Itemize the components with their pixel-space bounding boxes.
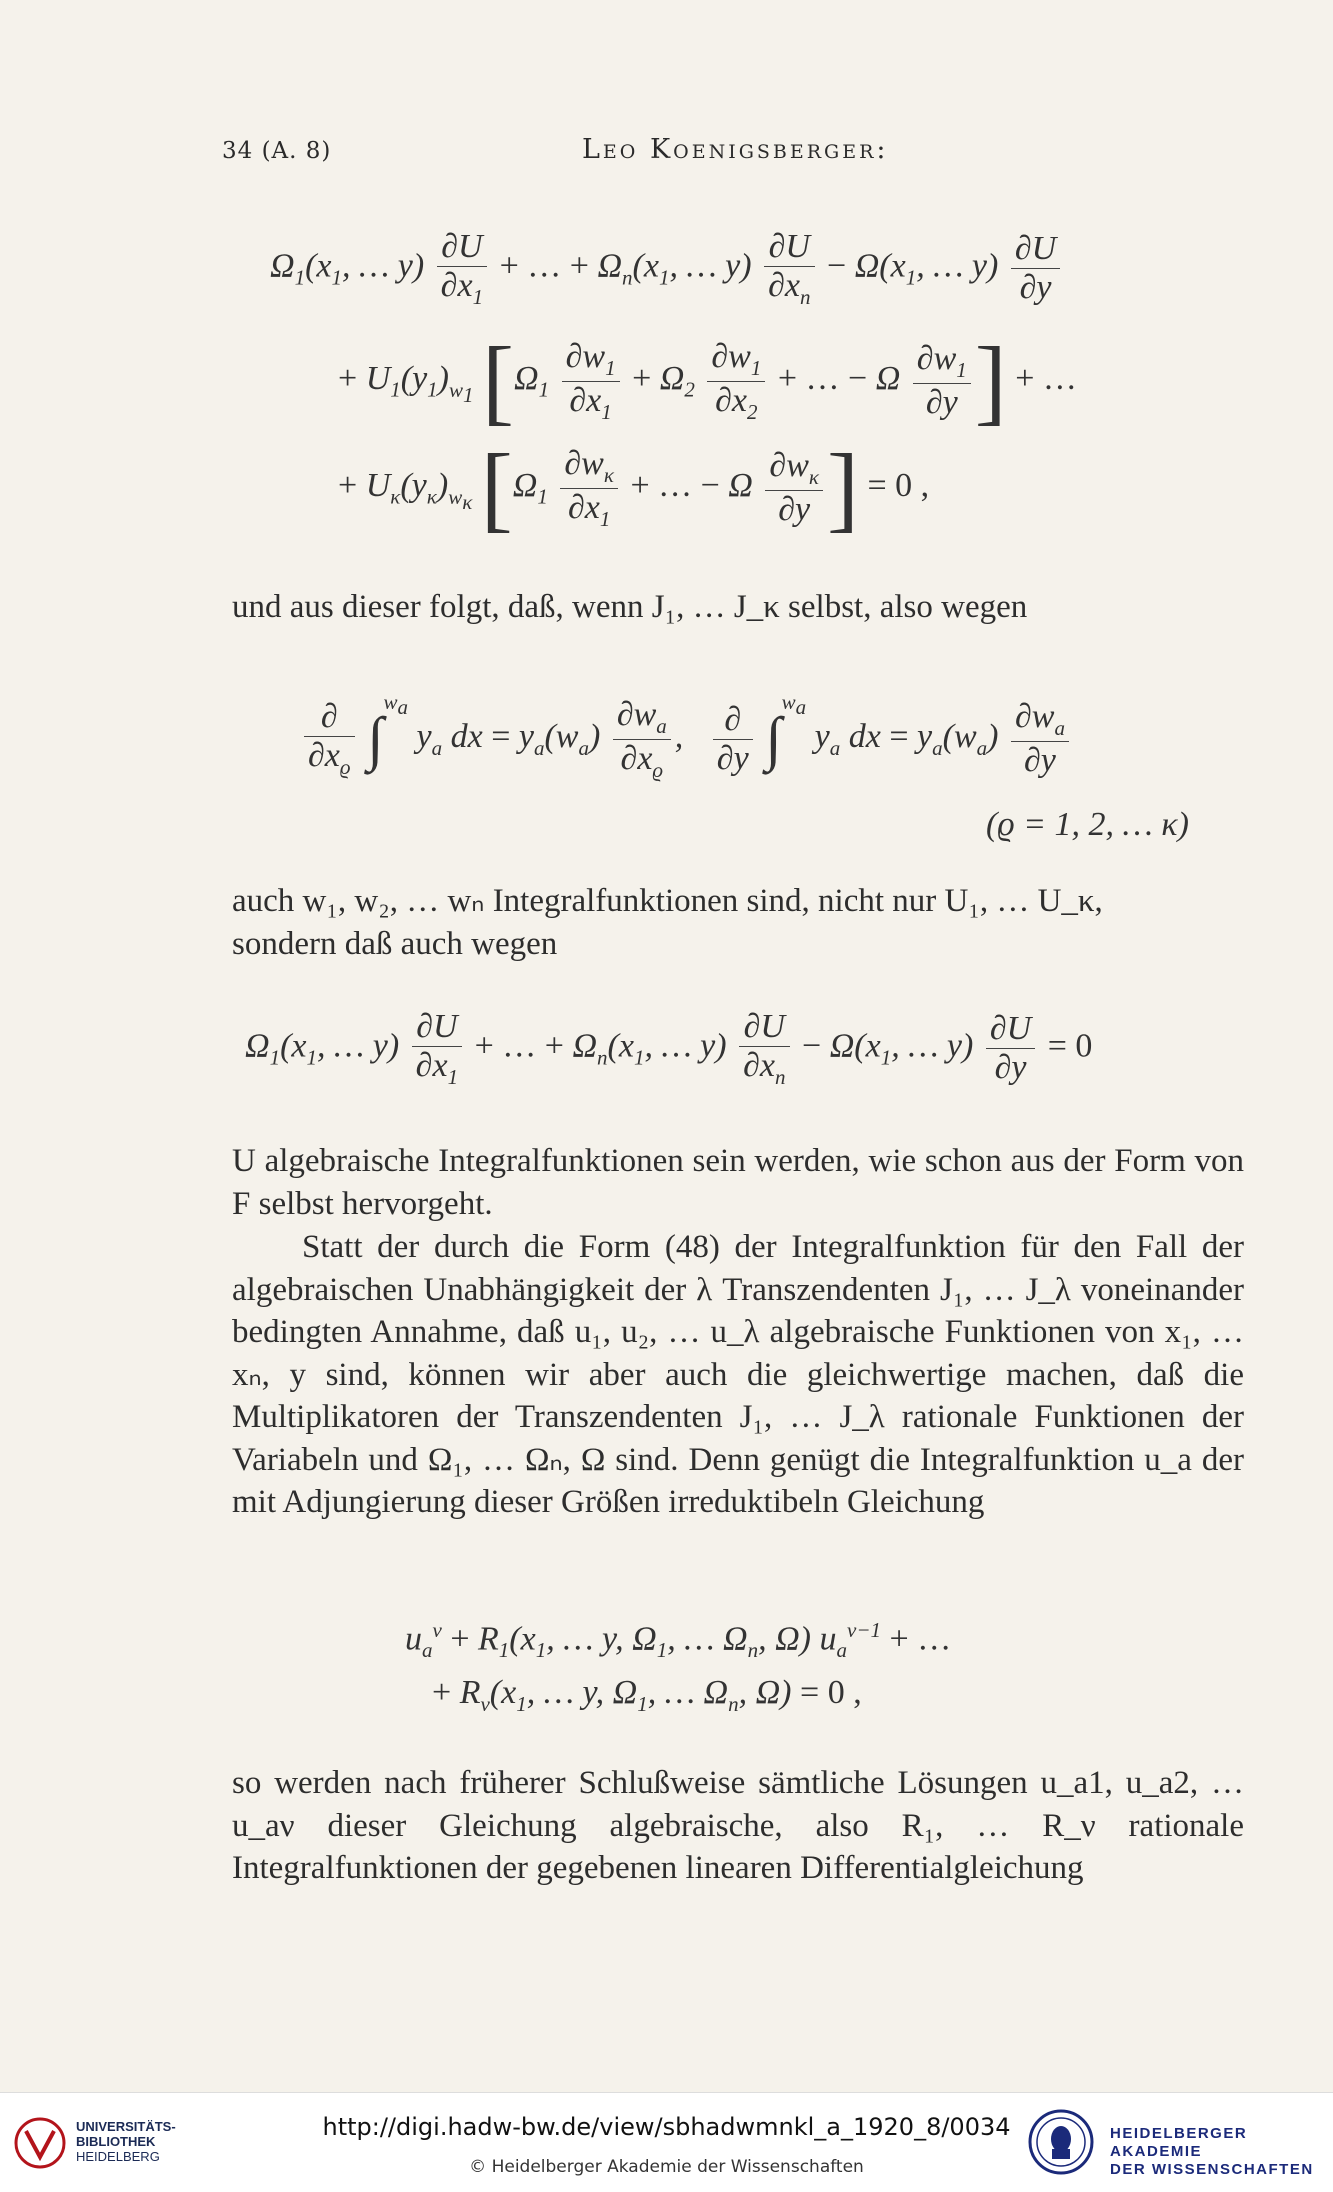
equation-1-line-1: $\Omega_1(x_1$, … y) $\frac{\partial U}{\partial x_1}$ + … + $\Omega_n(x_1$, … y) $\frac{\partial U}{\partial x_n}$ − $\Omega(x_1$, … y) $\frac{\partial U}{\partial y}$ <box>270 228 1064 310</box>
author-heading: Leo Koenigsberger: <box>582 134 889 165</box>
paragraph-1 <box>232 586 1244 629</box>
page-label: 34 (A. 8) <box>222 138 332 164</box>
paragraph-5-text: so werden nach früherer Schlußweise sämtliche Lösungen u_a1, u_a2, … u_aν dieser Gleichung algebraische, also R₁, … R_ν rationale Integralfunktionen der gegebenen linearen Differentialgleichung <box>232 1765 1244 1886</box>
paragraph-2-line-2: sondern daß auch wegen <box>232 925 558 962</box>
paragraph-4 <box>232 1226 1244 1524</box>
equation-1-line-3: + $U_\kappa(y_\kappa)_{w_\kappa}$ [$\Omega_1$ $\frac{\partial w_\kappa}{\partial x_1}$ + … − Ω $\frac{\partial w_\kappa}{\partial y}$ ] = 0 , <box>338 434 930 541</box>
footer-bar <box>0 2092 1333 2192</box>
paragraph-1-text: und aus dieser folgt, daß, wenn J₁, … J_κ selbst, also wegen <box>232 589 1028 625</box>
paragraph-4-text: Statt der durch die Form (48) der Integralfunktion für den Fall der algebraischen Unabhängigkeit der λ Transzendenten J₁, … J_λ voneinander bedingten Annahme, daß u₁, u₂, … u_λ algebraische Funktionen von x₁, … xₙ, y sind, können wir aber auch die gleichwertige machen, daß die Multiplikatoren der Transzendenten J₁, … J_λ rationale Funktionen der Variabeln und Ω₁, … Ωₙ, Ω sind. Denn genügt die Integralfunktion u_a der mit Adjungierung dieser Größen irreduktibeln Gleichung <box>232 1229 1244 1520</box>
academy-seal-icon <box>1028 2109 1094 2175</box>
equation-4-line-2: + $R_\nu(x_1$, … y, $\Omega_1$, … $\Omega_n$, Ω) = 0 , <box>432 1674 862 1716</box>
paragraph-2 <box>232 880 1244 965</box>
equation-4-line-1: $u_a^\nu + R_1(x_1$, … y, $\Omega_1$, … $\Omega_n$, Ω) $u_a^{\nu-1}$ + … <box>405 1618 952 1663</box>
paragraph-3-text: U algebraische Integralfunktionen sein werden, wie schon aus der Form von F selbst hervorgeht. <box>232 1143 1244 1222</box>
paragraph-3 <box>232 1140 1244 1225</box>
equation-2: $\frac{\partial}{\partial x_ϱ}$ ∫$^{w_a}$ $y_a$ dx = $y_a(w_a)$ $\frac{\partial w_a}{\partial x_ϱ}$ , $\frac{\partial}{\partial y}$ ∫$^{w_a}$ $y_a$ dx = $y_a(w_a)$ $\frac{\partial w_a}{\partial y}$ <box>300 690 1073 783</box>
copyright-notice: © Heidelberger Akademie der Wissenschaften <box>469 2157 864 2177</box>
equation-3: $\Omega_1(x_1$, … y) $\frac{\partial U}{\partial x_1}$ + … + $\Omega_n(x_1$, … y) $\frac{\partial U}{\partial x_n}$ − $\Omega(x_1$, … y) $\frac{\partial U}{\partial y}$ = 0 <box>245 1008 1093 1089</box>
academy-name: HEIDELBERGER AKADEMIE DER WISSENSCHAFTEN <box>1110 2125 1314 2178</box>
university-library-name: UNIVERSITÄTS- BIBLIOTHEK HEIDELBERG <box>76 2119 176 2164</box>
equation-1-line-2: + $U_1(y_1)_{w_1}$ [$\Omega_1$ $\frac{\partial w_1}{\partial x_1}$ + $\Omega_2$ $\frac{\partial w_1}{\partial x_2}$ + … − Ω $\frac{\partial w_1}{\partial y}$ ] + … <box>338 327 1077 434</box>
permalink-url[interactable]: http://digi.hadw-bw.de/view/sbhadwmnkl_a_1920_8/0034 <box>322 2113 1011 2141</box>
paragraph-5 <box>232 1762 1244 1890</box>
equation-2-condition: (ϱ = 1, 2, … κ) <box>986 806 1189 843</box>
paragraph-2-line-1: auch w₁, w₂, … wₙ Integralfunktionen sind, nicht nur U₁, … U_κ, <box>232 883 1103 919</box>
